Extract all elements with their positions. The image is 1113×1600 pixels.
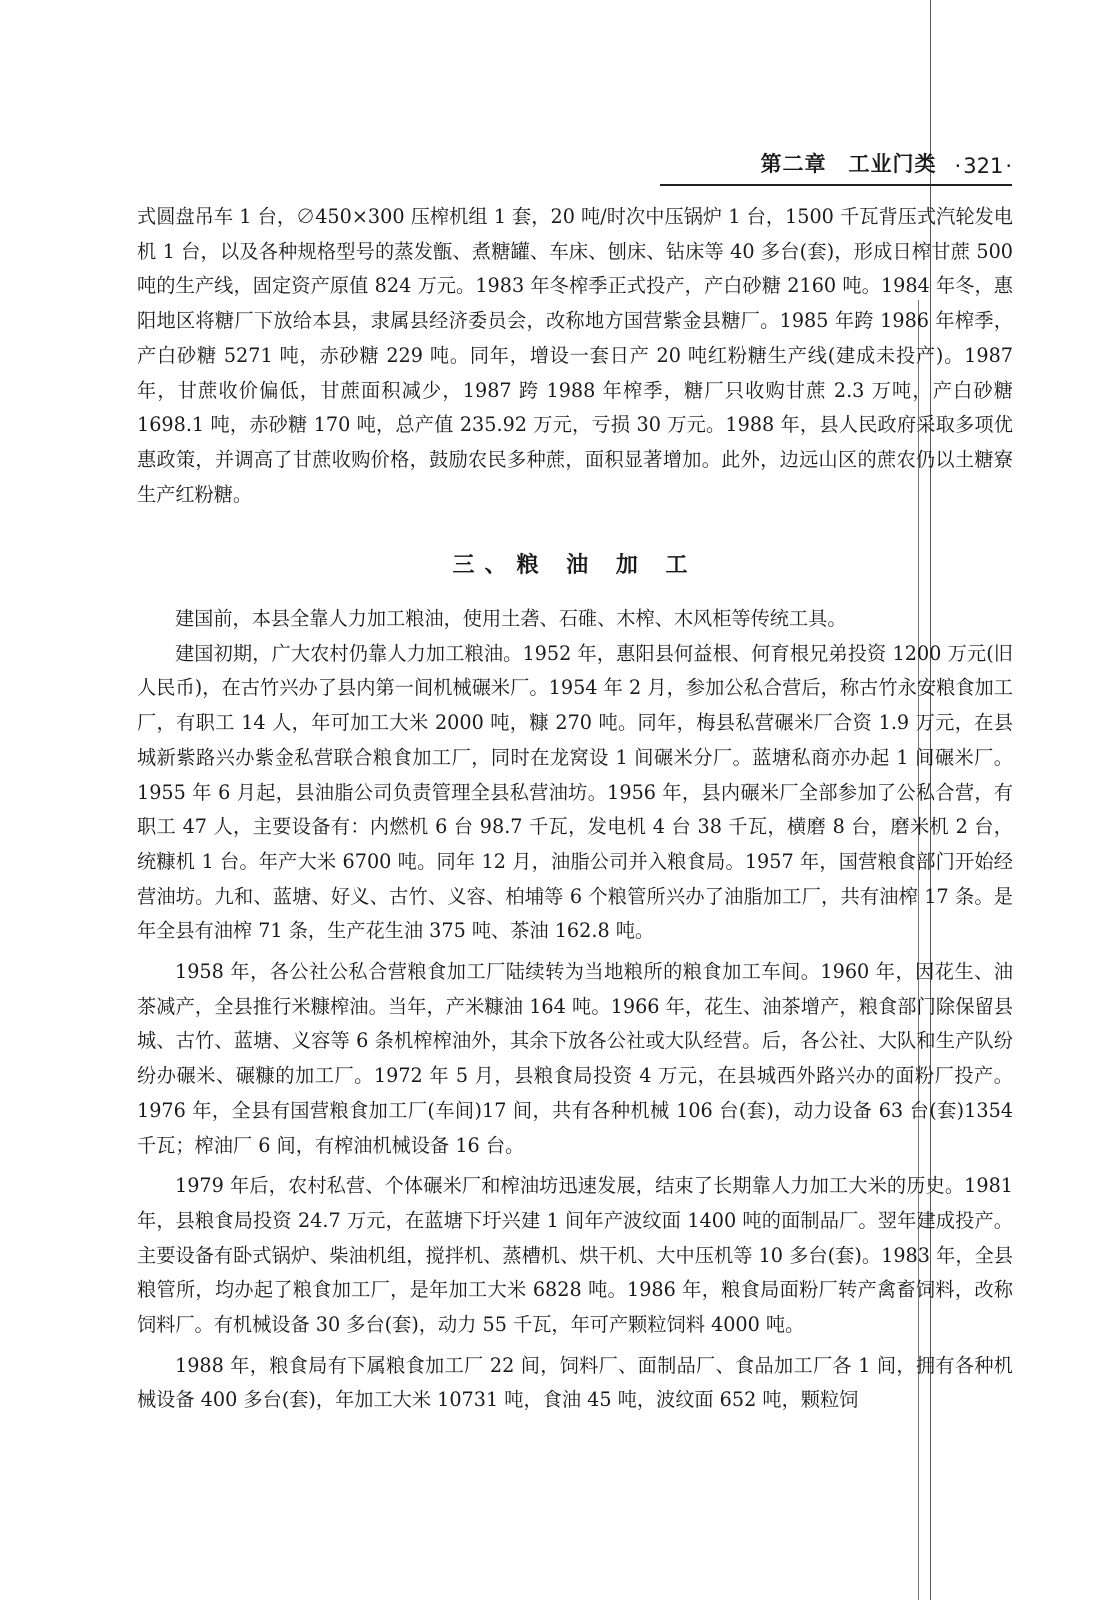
paragraph: 1958 年，各公社公私合营粮食加工厂陆续转为当地粮所的粮食加工车间。1960 年，因花生、油茶减产，全县推行米糠榨油。当年，产米糠油 164 吨。1966 年，花生、油茶增产，粮食部门除保留县城、古竹、蓝塘、义容等 6 条机榨榨油外，其余下放各公社或大队经营。后，各公社、大队和生产队纷纷办碾米、碾糠的加工厂。1972 年 5 月，县粮食局投资 4 万元，在县城西外路兴办的面粉厂投产。1976 年，全县有国营粮食加工厂(车间)17 间，共有各种机械 106 台(套)，动力设备 63 台(套)1354 千瓦；榨油厂 6 间，有榨油机械设备 16 台。 bbox=[137, 960, 1013, 1157]
section-label: 工业门类 bbox=[848, 152, 937, 176]
paragraph: 建国初期，广大农村仍靠人力加工粮油。1952 年，惠阳县何益根、何育根兄弟投资 1200 万元(旧人民币)，在古竹兴办了县内第一间机械碾米厂。1954 年 2 月，参加公私合营后，称古竹永安粮食加工厂，有职工 14 人，年可加工大米 2000 吨，糠 270 吨。同年，梅县私营碾米厂合资 1.9 万元，在县城新紫路兴办紫金私营联合粮食加工厂，同时在龙窝设 1 间碾米分厂。蓝塘私商亦办起 1 间碾米厂。1955 年 6 月起，县油脂公司负责管理全县私营油坊。1956 年，县内碾米厂全部参加了公私合营，有职工 47 人，主要设备有：内燃机 6 台 98.7 千瓦，发电机 4 台 38 千瓦，横磨 8 台，磨米机 2 台，统糠机 1 台。年产大米 6700 吨。同年 12 月，油脂公司并入粮食局。1957 年，国营粮食部门开始经营油坊。九和、蓝塘、好义、古竹、义容、柏埔等 6 个粮管所兴办了油脂加工厂，共有油榨 17 条。是年全县有油榨 71 条，生产花生油 375 吨、茶油 162.8 吨。 bbox=[137, 641, 1013, 943]
section-heading: 三、粮 油 加 工 bbox=[452, 553, 698, 578]
continuation-paragraph: 式圆盘吊车 1 台，∅450×300 压榨机组 1 套，20 吨/时次中压锅炉 1 台，1500 千瓦背压式汽轮发电机 1 台，以及各种规格型号的蒸发甑、煮糖罐、车床、刨床、钻床等 40 多台(套)，形成日榨甘蔗 500 吨的生产线，固定资产原值 824 万元。1983 年冬榨季正式投产，产白砂糖 2160 吨。1984 年冬，惠阳地区将糖厂下放给本县，隶属县经济委员会，改称地方国营紫金县糖厂。1985 年跨 1986 年榨季，产白砂糖 5271 吨，赤砂糖 229 吨。同年，增设一套日产 20 吨红粉糖生产线(建成未投产)。1987 年，甘蔗收价偏低，甘蔗面积减少，1987 跨 1988 年榨季，糖厂只收购甘蔗 2.3 万吨，产白砂糖 1698.1 吨，赤砂糖 170 吨，总产值 235.92 万元，亏损 30 万元。1988 年，县人民政府采取多项优惠政策，并调高了甘蔗收购价格，鼓励农民多种蔗，面积显著增加。此外，边远山区的蔗农仍以土糖寮生产红粉糖。 bbox=[137, 205, 1013, 506]
section-body bbox=[137, 602, 1013, 1418]
paragraph: 建国前，本县全靠人力加工粮油，使用土砻、石碓、木榨、木风柜等传统工具。 bbox=[175, 607, 847, 630]
page-number: · 321 · bbox=[955, 154, 1012, 178]
paragraph: 1979 年后，农村私营、个体碾米厂和榨油坊迅速发展，结束了长期靠人力加工大米的历史。1981 年，县粮食局投资 24.7 万元，在蓝塘下圩兴建 1 间年产波纹面 1400 吨的面制品厂。翌年建成投产。主要设备有卧式锅炉、柴油机组，搅拌机、蒸槽机、烘干机、大中压机等 10 多台(套)。1983 年，全县粮管所，均办起了粮食加工厂，是年加工大米 6828 吨。1986 年，粮食局面粉厂转产禽畜饲料，改称饲料厂。有机械设备 30 多台(套)，动力 55 千瓦，年可产颗粒饲料 4000 吨。 bbox=[137, 1174, 1013, 1337]
running-header bbox=[660, 146, 1012, 186]
chapter-label: 第二章 bbox=[760, 152, 827, 176]
paragraph: 1988 年，粮食局有下属粮食加工厂 22 间，饲料厂、面制品厂、食品加工厂各 1 间，拥有各种机械设备 400 多台(套)，年加工大米 10731 吨，食油 45 吨，波纹面 652 吨，颗粒饲 bbox=[137, 1353, 1013, 1412]
continuation-text bbox=[137, 200, 1013, 512]
